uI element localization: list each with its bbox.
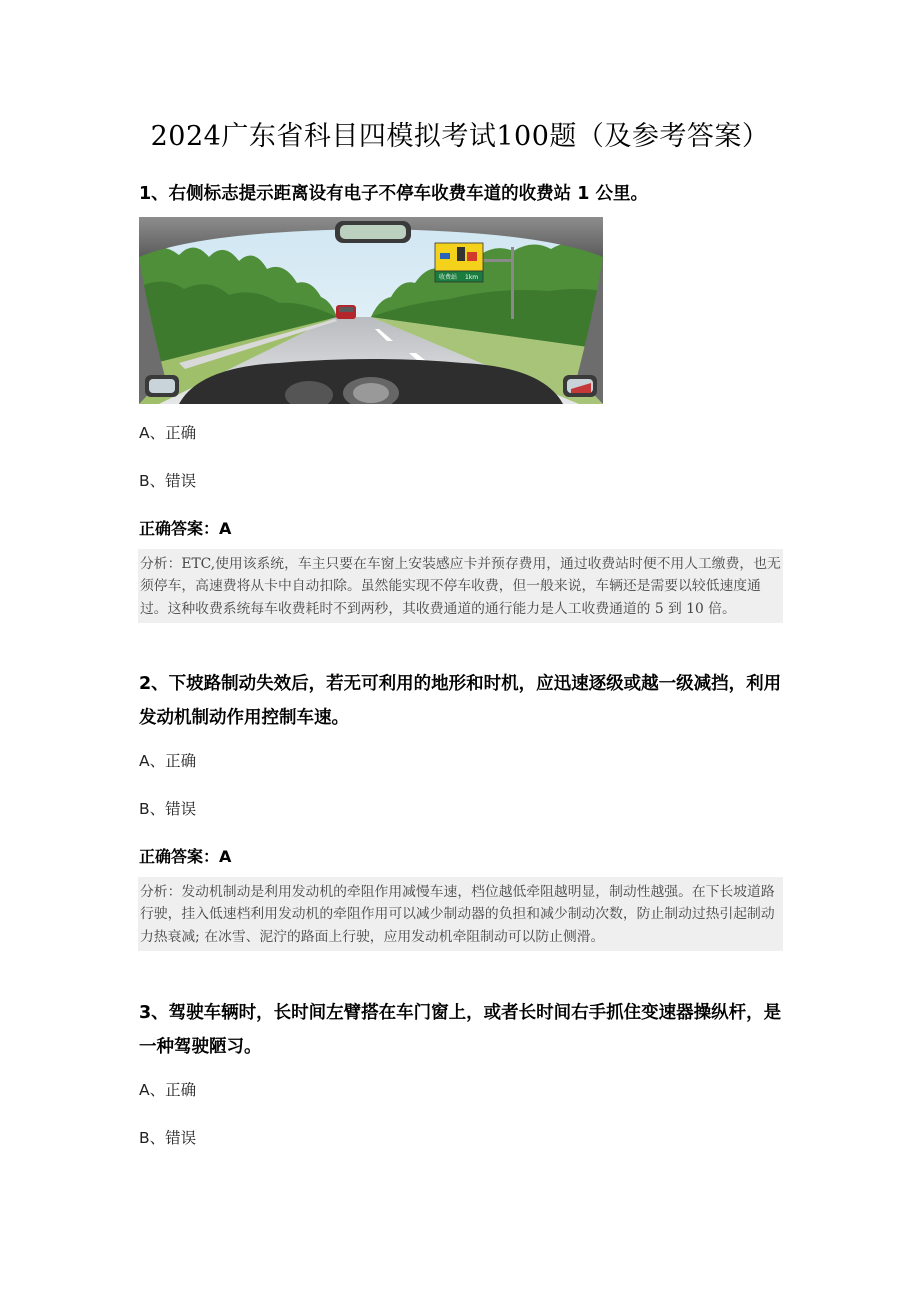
- question-1-option-a[interactable]: A、正确: [139, 424, 197, 442]
- question-2-option-b[interactable]: B、错误: [139, 800, 197, 818]
- question-1-text: 1、右侧标志提示距离设有电子不停车收费车道的收费站 1 公里。: [139, 184, 649, 204]
- question-1-answer: 正确答案：A: [139, 519, 232, 538]
- page-title: 2024广东省科目四模拟考试100题（及参考答案）: [150, 121, 770, 152]
- sign-label: 收费站: [439, 274, 458, 281]
- question-3-option-a[interactable]: A、正确: [139, 1081, 197, 1099]
- driving-scene-image: [139, 217, 603, 404]
- question-2-option-a[interactable]: A、正确: [139, 752, 197, 770]
- question-3-option-b[interactable]: B、错误: [139, 1129, 197, 1147]
- sign-distance: 1km: [465, 274, 479, 281]
- question-1-option-b[interactable]: B、错误: [139, 472, 197, 490]
- toll-station-sign: [435, 243, 483, 282]
- question-2-analysis: 分析：发动机制动是利用发动机的牵阻作用减慢车速，档位越低牵阻越明显，制动性越强。在下长坡道路行驶，挂入低速档利用发动机的牵阻作用可以减少制动器的负担和减少制动次数，防止制动过热引起制动力热衰减; 在冰雪、泥泞的路面上行驶，应用发动机牵阻制动可以防止侧滑。: [138, 877, 783, 951]
- question-1-analysis: 分析：ETC,使用该系统，车主只要在车窗上安装感应卡并预存费用，通过收费站时便不用人工缴费，也无须停车，高速费将从卡中自动扣除。虽然能实现不停车收费，但一般来说，车辆还是需要以较低速度通过。这种收费系统每车收费耗时不到两秒，其收费通道的通行能力是人工收费通道的 5 到 10 倍。: [138, 549, 783, 623]
- question-2-answer: 正确答案：A: [139, 847, 232, 866]
- question-3-text: 3、驾驶车辆时，长时间左臂搭在车门窗上，或者长时间右手抓住变速器操纵杆，是一种驾驶陋习。: [139, 1003, 782, 1057]
- question-2-text: 2、下坡路制动失效后，若无可利用的地形和时机，应迅速逐级或越一级减挡，利用发动机制动作用控制车速。: [139, 674, 782, 728]
